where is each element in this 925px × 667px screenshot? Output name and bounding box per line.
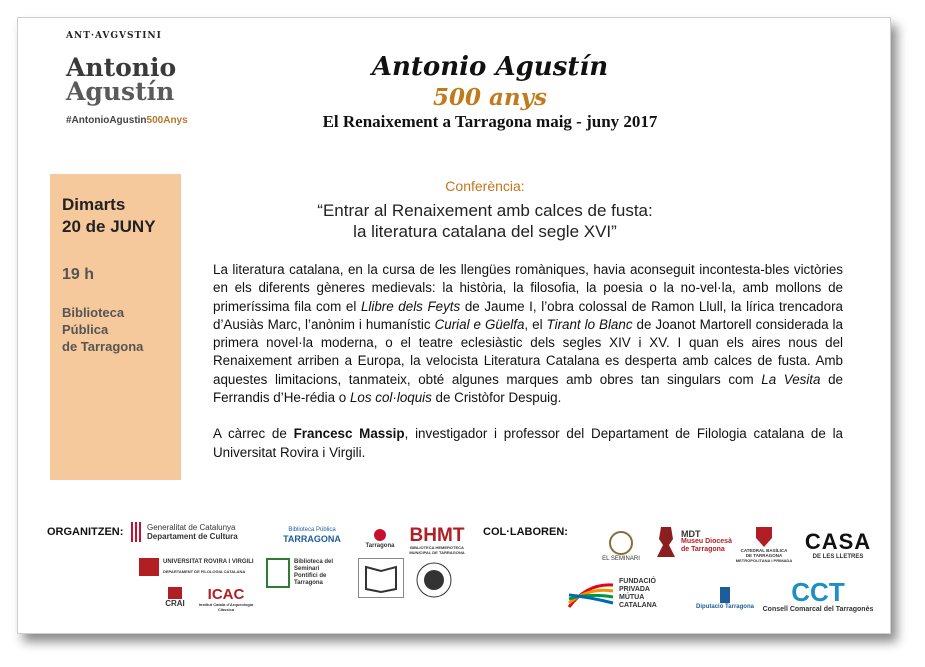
conference-description xyxy=(213,261,843,480)
conference-label: Conferència: xyxy=(445,178,525,194)
logo-hashtag: #AntonioAgustin500Anys xyxy=(66,115,188,126)
speaker-name: Francesc Massip xyxy=(293,426,405,442)
consell-comarcal-logo: CCT Consell Comarcal del Tarragonès xyxy=(762,576,874,613)
speaker-paragraph: A càrrec de Francesc Massip, investigador i professor del Departament de Filologia catalana de la Universitat Rovira i Virgili. xyxy=(213,426,844,460)
library-book-icon xyxy=(358,558,404,598)
event-info-panel xyxy=(50,174,181,480)
event-time: 19 h xyxy=(62,266,95,283)
city-crest-icon xyxy=(373,528,387,542)
logo-name-line2: Agustín xyxy=(66,77,175,106)
crai-logo: CRAI xyxy=(157,582,193,612)
seminari-emblem-icon xyxy=(266,558,290,588)
seminari-library-logo: Biblioteca del Seminari Pontifici de Tarragona xyxy=(266,556,346,590)
description-paragraph: La literatura catalana, en la cursa de les llengües romàniques, havia aconseguit incontesta-bles victòries en els diferents gèneres medievals: la història, la filosofia, la poesia o la no-vel·la, amb mollons de primeríssima fila com el Llibre dels Feyts de Jaume I, l’obra colossal de Ramon Llull, la lírica trencadora d’Ausiàs Marc, l’anònim i humanístic Curial e Güelfa, el Tirant lo Blanc de Joanot Martorell considerada la primera novel·la moderna, o el teatre eclesiàstic dels segles XIV i XV. I quan els aires nous del Renaixement arriben a Europa, la velocista Literatura Catalana es desperta amb calces de fusta. Amb aquestes limitacions, tanmateix, obté algunes marques amb obres tan singulars com La Vesita de Ferrandis d’He-rédia o Los col·loquis de Cristòfor Despuig. xyxy=(213,262,843,406)
museu-diocesa-logo: MDT Museu Diocesà de Tarragona xyxy=(655,522,735,562)
page-title: Antonio Agustín xyxy=(371,52,609,82)
generalitat-logo: Generalitat de Catalunya Departament de Cultura xyxy=(129,520,259,544)
catedral-logo: CATEDRAL BASÍLICA DE TARRAGONA METROPOLITANA I PRIMADA xyxy=(732,522,796,566)
fundacio-swoosh-icon xyxy=(567,579,615,609)
collaborators-label: COL·LABOREN: xyxy=(483,526,568,538)
crai-emblem-icon xyxy=(168,587,182,599)
urv-emblem-icon xyxy=(139,558,159,576)
bhmt-logo: BHMT BIBLIOTECA HEMEROTECA MUNICIPAL DE TARRAGONA xyxy=(409,524,465,555)
chess-emblem-icon xyxy=(412,560,456,600)
urv-logo: UNIVERSITAT ROVIRA I VIRGILI DEPARTAMENT DE FILOLOGIA CATALANA xyxy=(139,556,264,578)
museu-bust-icon xyxy=(655,525,677,559)
organizers-label: ORGANITZEN: xyxy=(47,526,124,538)
el-seminari-logo: EL SEMINARI xyxy=(596,526,646,568)
page-subtitle: El Renaixement a Tarragona maig - juny 2017 xyxy=(322,112,658,131)
diputacio-logo: Diputació Tarragona xyxy=(688,582,762,616)
logo-inscription: ANT·AVGVSTINI xyxy=(66,31,162,41)
icac-logo: ICAC Institut Català d’Arqueologia Clàssica xyxy=(198,585,254,612)
event-place: Biblioteca Pública de Tarragona xyxy=(62,305,144,354)
tarragona-city-logo: Tarragona xyxy=(360,524,400,554)
casa-lletres-logo: CASA DE LES LLETRES xyxy=(804,528,872,560)
fundacio-mutua-logo: FUNDACIÓ PRIVADA MÚTUA CATALANA xyxy=(567,574,685,614)
seminari-seal-icon xyxy=(609,531,633,555)
diputacio-emblem-icon xyxy=(718,587,732,603)
conference-title: “Entrar al Renaixement amb calces de fusta: la literatura catalana del segle XVI” xyxy=(317,201,653,241)
biblioteca-publica-logo: Biblioteca Pública TARRAGONA xyxy=(283,527,341,544)
logo-name-line1: Antonio xyxy=(66,53,177,82)
anniversary-years: 500 anys xyxy=(433,84,547,111)
anniversary-logo xyxy=(66,53,186,106)
senyera-icon xyxy=(129,522,143,542)
event-date: Dimarts 20 de JUNY xyxy=(62,195,156,236)
catedral-shield-icon xyxy=(755,526,773,548)
